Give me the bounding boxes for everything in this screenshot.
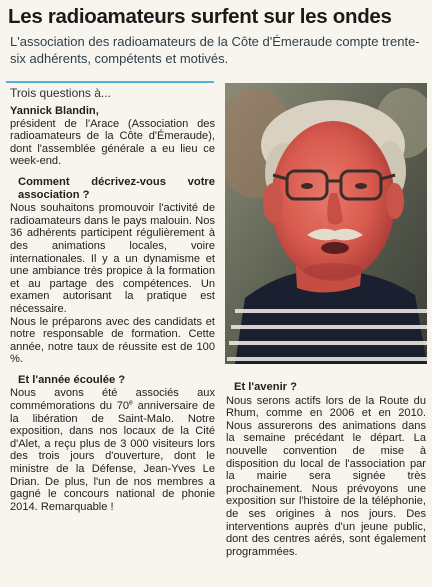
question-2: Et l'année écoulée ? <box>18 373 126 386</box>
section-rule <box>6 81 214 83</box>
answer-2: Nous avons été associés aux commémorations du 70e anniversaire de la libération de Saint-Malo. Notre exposition, dans nos locaux de la Cité d'Alet, a reçu plus de 3 000 visiteurs lors des trois jours d'ouverture, dont le ministre de la Défense, Jean-Yves Le Drian. De plus, l'un de nos membres a gagné le concours national de phonie 2014. Remarquable ! <box>10 387 216 513</box>
section-kicker: Trois questions à... <box>10 86 111 100</box>
interviewee-intro <box>10 105 215 168</box>
right-column <box>226 381 426 558</box>
interviewee-name: Yannick Blandin, <box>10 105 99 117</box>
left-column <box>10 105 215 513</box>
interviewee-bio: président de l'Arace (Association des radioamateurs de la Côte d'Émeraude), dont l'assemblée générale a eu lieu ce week-end. <box>10 117 215 168</box>
question-1: Comment décrivez-vous votre association ? <box>18 175 215 201</box>
portrait-photo <box>225 83 427 364</box>
answer-1-paragraph-1: Nous souhaitons promouvoir l'activité de radioamateurs dans le pays malouin. Nos 36 adhérents participent régulièrement à des animations locales, voire internationales. Il y a un dynamisme et une ambiance très propice à la formation et au partage des compétences. Un examen autorisant la pratique est nécessaire. <box>10 202 215 315</box>
answer-3: Nous serons actifs lors de la Route du Rhum, comme en 2006 et en 2010. Nous assurerons des animations dans la semaine précédant le départ. La nouvelle convention de mise à disposition du local de l'association par la mairie sera signée très prochainement. Nous prévoyons une exposition sur l'histoire de la téléphonie, de ses origines à nos jours. Des interventions auprès d'un jeune public, dont des centres aérés, sont également programmées. <box>226 394 426 558</box>
answer-1-paragraph-2: Nous le préparons avec des candidats et notre responsable de formation. Cette année, notre taux de réussite est de 100 %. <box>10 315 215 366</box>
article-deck: L'association des radioamateurs de la Côte d'Émeraude compte trente-six adhérents, compétents et motivés. <box>10 34 420 66</box>
portrait-photo-icon <box>225 83 427 364</box>
article-headline: Les radioamateurs surfent sur les ondes <box>8 5 392 28</box>
question-3: Et l'avenir ? <box>234 381 297 393</box>
